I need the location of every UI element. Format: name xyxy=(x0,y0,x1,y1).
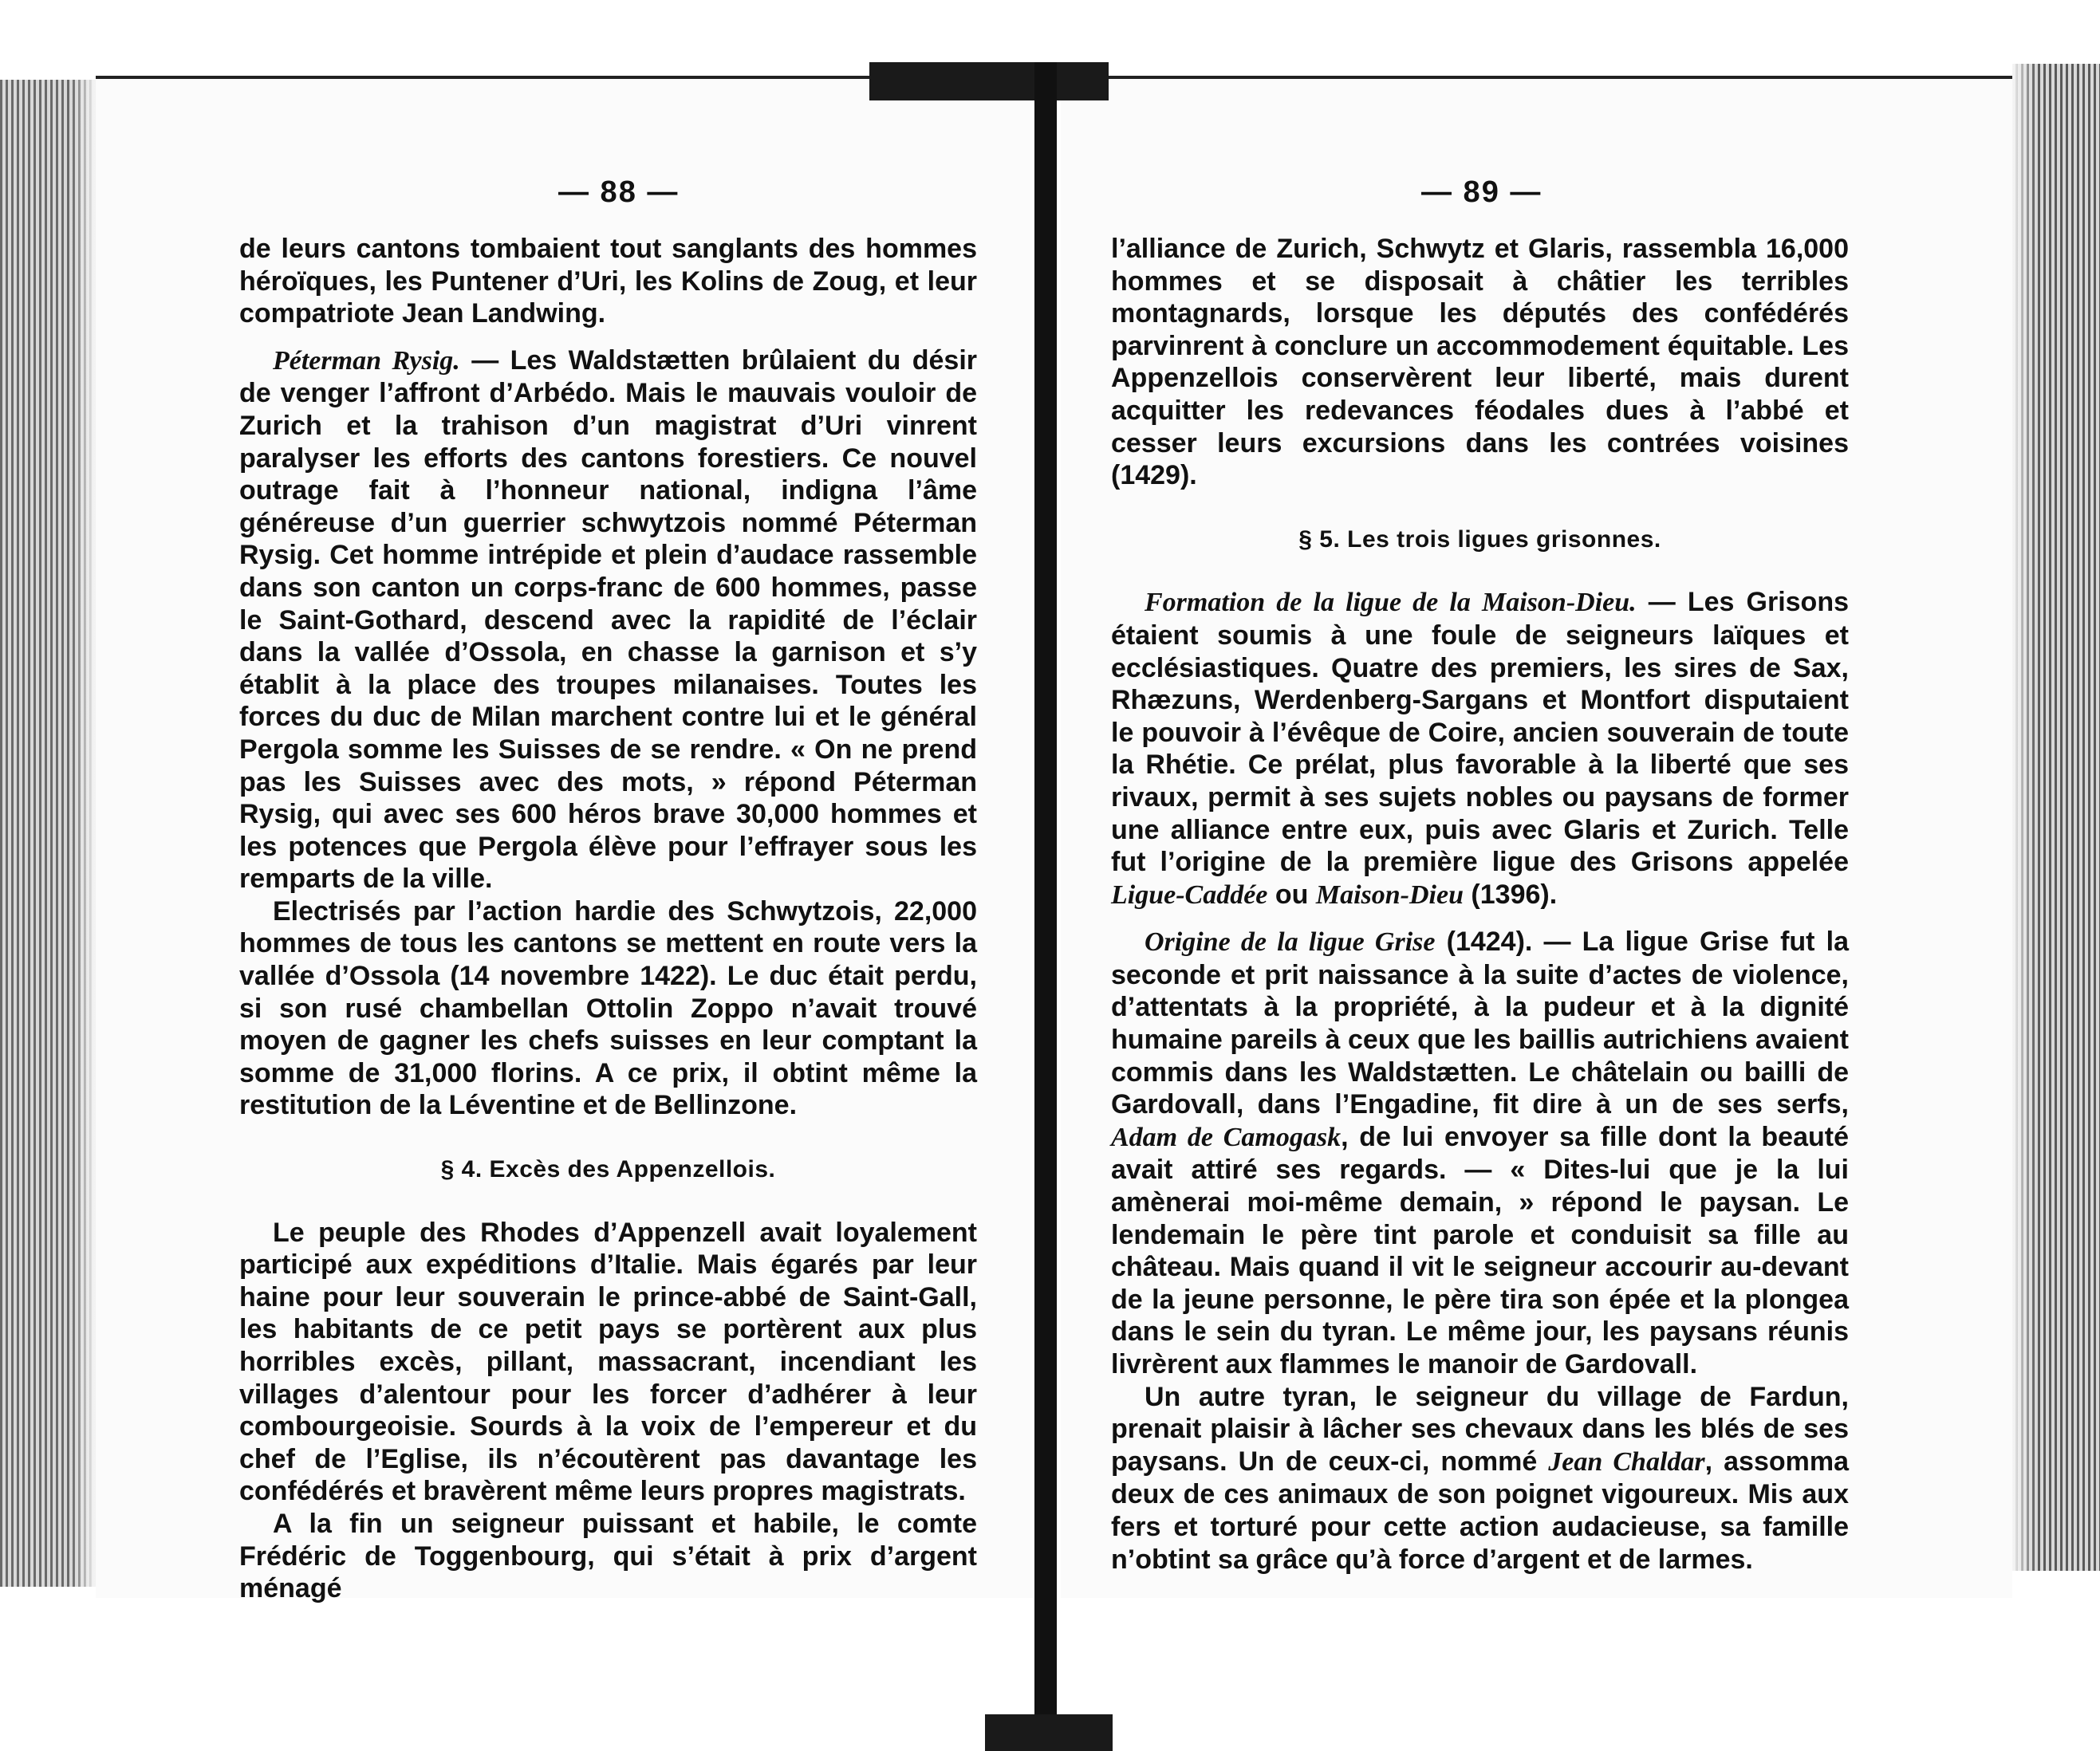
section-heading: § 5. Les trois ligues grisonnes. xyxy=(1298,525,1661,553)
paragraph-text: Un autre tyran, le seigneur du village de Fardun, prenait plaisir à lâcher ses chevaux dans les blés de ses paysans. Un de ceux-ci, nommé xyxy=(1111,1381,1849,1477)
section-lead: Formation de la ligue de la Maison-Dieu. xyxy=(1145,588,1637,618)
book-spine xyxy=(1034,62,1057,1751)
paragraph xyxy=(1111,926,1849,1380)
paragraph: Electrisés par l’action hardie des Schwytzois, 22,000 hommes de tous les cantons se mettent en route vers la vallée d’Ossola (14 novembre 1422). Le duc était perdu, si son rusé chambellan Ottolin Zoppo n’avait trouvé moyen de gagner les chefs suisses en leur comptant la somme de 31,000 florins. A ce prix, il obtint même la restitution de la Léventine et de Bellinzone. xyxy=(239,895,977,1121)
page-number-left: — 88 — xyxy=(558,175,680,209)
paragraph-text: , assomma deux de ces animaux de son poignet vigoureux. Mis aux fers et torturé pour cette action audacieuse, sa famille n’obtint sa grâce qu’à force d’argent et de larmes. xyxy=(1111,1446,1850,1575)
right-text-column xyxy=(1111,233,1849,1576)
italic-term: Maison-Dieu xyxy=(1315,879,1464,910)
paragraph: Le peuple des Rhodes d’Appenzell avait loyalement participé aux expéditions d’Italie. Mais égarés par leur haine pour leur souverain le prince-abbé de Saint-Gall, les habitants de ce petit pays se portèrent aux plus horribles excès, pillant, massacrant, incendiant les villages d’alentour pour les forcer d’adhérer à leur combourgeoisie. Sourds à la voix de l’empereur et du chef de l’Eglise, ils n’écoutèrent pas davantage les confédérés et bravèrent même leurs propres magistrats. xyxy=(239,1217,977,1507)
italic-term: Adam de Camogask xyxy=(1111,1122,1342,1152)
paragraph: A la fin un seigneur puissant et habile, le comte Frédéric de Toggenbourg, qui s’était à prix d’argent ménagé xyxy=(239,1508,977,1604)
paragraph-text: ou xyxy=(1267,879,1316,910)
paragraph: l’alliance de Zurich, Schwytz et Glaris, rassembla 16,000 hommes et se disposait à châtier les terribles montagnards, lorsque les députés des confédérés parvinrent à conclure un accommodement équitable. Les Appenzellois conservèrent leur liberté, mais durent acquitter les redevances féodales dues à l’abbé et cesser leurs excursions dans les contrées voisines (1429). xyxy=(1111,234,1849,491)
section-heading: § 4. Excès des Appenzellois. xyxy=(440,1156,776,1183)
paragraph-text: (1396). xyxy=(1463,879,1558,910)
section-lead: Origine de la ligue Grise xyxy=(1145,927,1436,958)
paragraph: de leurs cantons tombaient tout sanglants des hommes héroïques, les Puntener d’Uri, les Kolins de Zoug, et leur compatriote Jean Landwing. xyxy=(239,234,977,329)
page-stack-left xyxy=(0,80,96,1587)
italic-term: Ligue-Caddée xyxy=(1111,879,1268,910)
paragraph xyxy=(1111,586,1849,911)
page-number-right: — 89 — xyxy=(1421,175,1542,209)
paragraph-text: (1424). — La ligue Grise fut la seconde et prit naissance à la suite d’actes de violence, d’attentats à la propriété, à la pudeur et à la dignité humaine pareils à ceux que les baillis autrichiens avaient commis dans les Waldstætten. Le châtelain ou bailli de Gardovall, dans l’Engadine, fit dire à un de ses serfs, xyxy=(1111,927,1849,1120)
italic-term: Jean Chaldar xyxy=(1548,1446,1705,1477)
section-lead: Péterman Rysig. xyxy=(273,345,460,376)
page-stack-right xyxy=(2012,64,2100,1571)
paragraph-text: — Les Grisons étaient soumis à une foule de seigneurs laïques et ecclésiastiques. Quatre des premiers, les sires de Sax, Rhæzuns, Werdenberg-Sargans et Montfort disputaient le pouvoir à l’évêque de Coire, ancien souverain de toute la Rhétie. Ce prélat, plus favorable à la liberté que ses rivaux, permit à ses sujets nobles ou paysans de former une alliance entre eux, puis avec Glaris et Zurich. Telle fut l’origine de la première ligue des Grisons appelée xyxy=(1111,587,1850,878)
paragraph xyxy=(239,344,977,895)
spine-foot xyxy=(985,1714,1113,1751)
paragraph-text: — Les Waldstætten brûlaient du désir de venger l’affront d’Arbédo. Mais le mauvais vouloir de Zurich et la trahison d’un magistrat d’Uri vinrent paralyser les efforts des cantons forestiers. Ce nouvel outrage fait à l’honneur national, indigna l’âme généreuse d’un guerrier schwytzois nommé Péterman Rysig. Cet homme intrépide et plein d’audace rassemble dans son canton un corps-franc de 600 hommes, passe le Saint-Gothard, descend avec la rapidité de l’éclair dans la vallée d’Ossola, en chasse la garnison et s’y établit à la place des troupes milanaises. Toutes les forces du duc de Milan marchent contre lui et le général Pergola somme les Suisses de se rendre. « On ne prend pas les Suisses avec des mots, » répond Péterman Rysig, qui avec ses 600 héros brave 30,000 hommes et les potences que Pergola élève pour l’effrayer sous les remparts de la ville. xyxy=(239,344,977,895)
paragraph-text: , de lui envoyer sa fille dont la beauté avait attiré ses regards. — « Dites-lui que je la lui amènerai moi-même demain, » répond le paysan. Le lendemain le père tint parole et conduisit sa fille au château. Mais quand il vit le seigneur accourir au-devant de la jeune personne, le père tira son épée et la plongea dans le sein du tyran. Le même jour, les paysans réunis livrèrent aux flammes le manoir de Gardovall. xyxy=(1111,1121,1849,1379)
spine-cap xyxy=(869,62,1109,100)
paragraph xyxy=(1111,1381,1849,1576)
left-text-column xyxy=(239,233,977,1605)
